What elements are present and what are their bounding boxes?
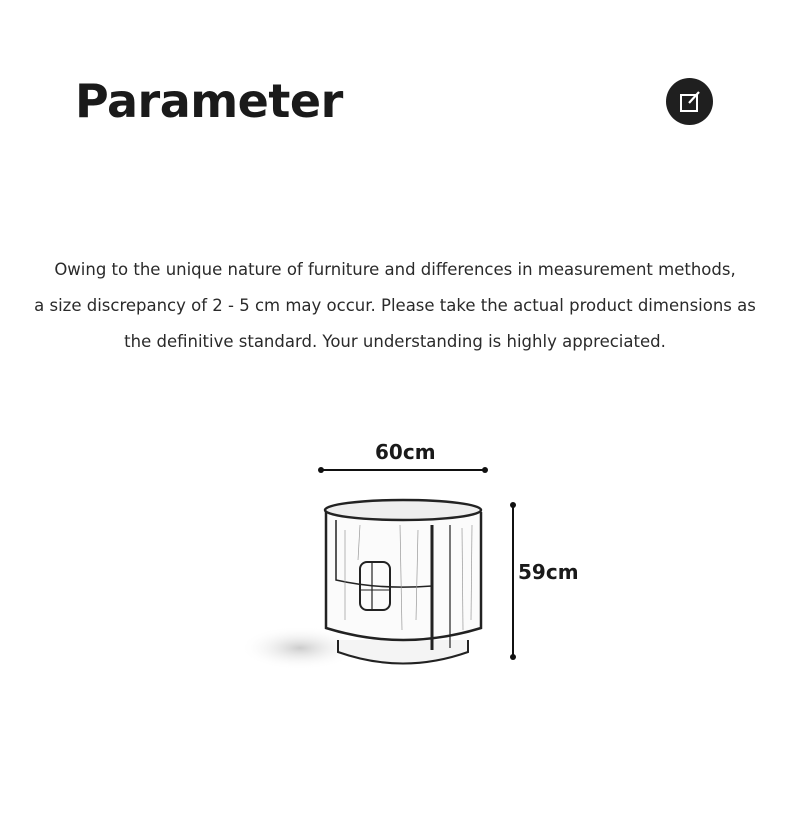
notice-line: Owing to the unique nature of furniture and differences in measurement methods, [54, 260, 736, 279]
cabinet-illustration [240, 500, 481, 670]
height-dimension-label: 59cm [518, 560, 579, 584]
page-title: Parameter [75, 74, 343, 128]
notice-line: the definitive standard. Your understanding is highly appreciated. [124, 332, 666, 351]
notice-line: a size discrepancy of 2 - 5 cm may occur. Please take the actual product dimensions as [34, 296, 756, 315]
width-dimension-line [318, 467, 488, 473]
width-dimension-label: 60cm [375, 440, 436, 464]
height-dimension-line [510, 502, 516, 660]
